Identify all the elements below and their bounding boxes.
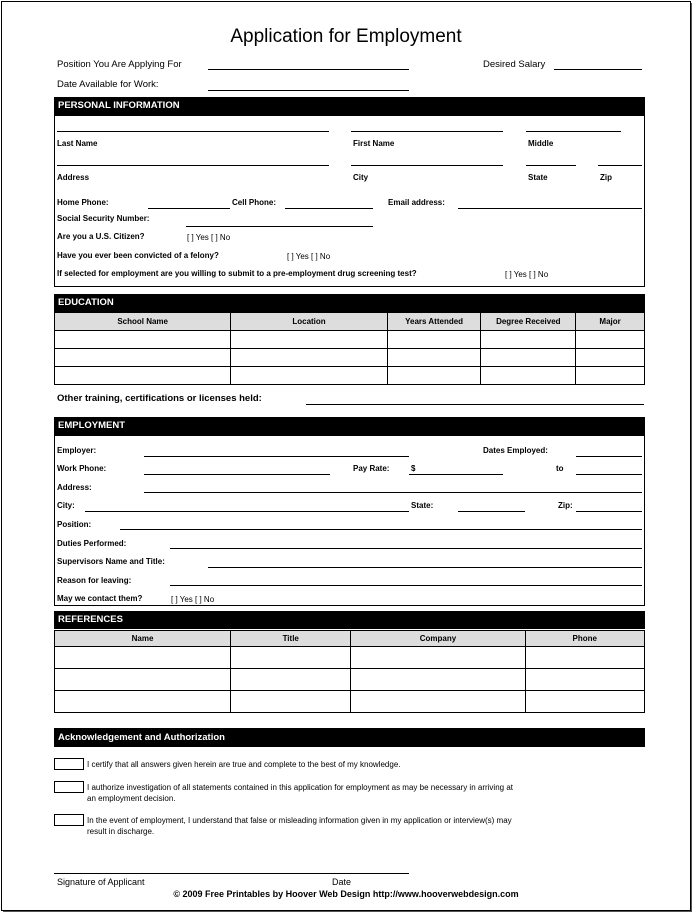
dates-to-label: to: [556, 464, 564, 473]
pay-rate-input[interactable]: [409, 474, 503, 475]
work-phone-label: Work Phone:: [57, 464, 107, 473]
authorize-text-line2: an employment decision.: [87, 794, 176, 803]
work-phone-input[interactable]: [144, 474, 330, 475]
supervisor-label: Supervisors Name and Title:: [57, 557, 165, 566]
col-major: Major: [576, 313, 645, 331]
signature-input[interactable]: [54, 873, 409, 874]
other-training-label: Other training, certifications or licenses held:: [57, 393, 262, 404]
page-title: Application for Employment: [230, 26, 462, 47]
email-label: Email address:: [388, 198, 445, 207]
table-row[interactable]: [55, 691, 645, 713]
certify-checkbox[interactable]: [54, 758, 84, 770]
city-input[interactable]: [351, 165, 503, 166]
table-header-row: [55, 313, 645, 331]
personal-info-heading: PERSONAL INFORMATION: [54, 97, 645, 115]
footer-copyright: © 2009 Free Printables by Hoover Web Design http://www.hooverwebdesign.com: [173, 889, 519, 899]
state-label: State: [528, 173, 548, 182]
employer-label: Employer:: [57, 446, 97, 455]
zip-input[interactable]: [598, 165, 642, 166]
ssn-input[interactable]: [186, 226, 373, 227]
date-available-label: Date Available for Work:: [57, 79, 159, 90]
employment-heading: EMPLOYMENT: [54, 417, 645, 435]
personal-info-section: [54, 115, 645, 287]
dollar-sign: $: [411, 464, 416, 473]
citizen-options[interactable]: [ ] Yes [ ] No: [187, 233, 231, 242]
cell-phone-label: Cell Phone:: [232, 198, 277, 207]
table-row[interactable]: [55, 647, 645, 669]
authorize-text-line1: I authorize investigation of all statements contained in this application for employment as may be necessary in arriving at: [87, 783, 513, 792]
other-training-input[interactable]: [306, 404, 644, 405]
discharge-text-line2: result in discharge.: [87, 827, 155, 836]
first-name-label: First Name: [353, 139, 395, 148]
dates-employed-input[interactable]: [576, 456, 642, 457]
col-ref-phone: Phone: [525, 631, 644, 647]
employer-city-input[interactable]: [85, 511, 409, 512]
reason-leaving-label: Reason for leaving:: [57, 576, 132, 585]
middle-label: Middle: [528, 139, 554, 148]
drug-test-question: If selected for employment are you willing to submit to a pre-employment drug screening test?: [57, 269, 417, 278]
supervisor-input[interactable]: [208, 567, 642, 568]
employer-zip-input[interactable]: [576, 511, 642, 512]
col-school-name: School Name: [55, 313, 231, 331]
pay-rate-label: Pay Rate:: [353, 464, 390, 473]
discharge-text-line1: In the event of employment, I understand that false or misleading information given in my application or interview(s) may: [87, 816, 512, 825]
last-name-label: Last Name: [57, 139, 98, 148]
col-location: Location: [231, 313, 387, 331]
duties-label: Duties Performed:: [57, 539, 127, 548]
dates-to-input[interactable]: [576, 474, 642, 475]
employer-input[interactable]: [144, 456, 409, 457]
employer-city-label: City:: [57, 501, 75, 510]
email-input[interactable]: [458, 208, 642, 209]
citizen-question: Are you a U.S. Citizen?: [57, 232, 145, 241]
col-years-attended: Years Attended: [387, 313, 481, 331]
date-available-input[interactable]: [208, 90, 409, 91]
position-input[interactable]: [208, 69, 409, 70]
position-label: Position You Are Applying For: [57, 59, 182, 70]
authorize-checkbox[interactable]: [54, 781, 84, 793]
signature-date-label: Date: [332, 877, 352, 887]
drug-test-options[interactable]: [ ] Yes [ ] No: [505, 270, 549, 279]
felony-question: Have you ever been convicted of a felony?: [57, 251, 219, 260]
address-input[interactable]: [57, 165, 329, 166]
employment-section: [54, 435, 645, 606]
table-row[interactable]: [55, 367, 645, 385]
duties-input[interactable]: [170, 548, 642, 549]
employer-address-label: Address:: [57, 483, 92, 492]
employer-address-input[interactable]: [144, 492, 642, 493]
first-name-input[interactable]: [351, 131, 503, 132]
dates-employed-label: Dates Employed:: [483, 446, 548, 455]
education-table: [54, 312, 645, 385]
last-name-input[interactable]: [57, 131, 329, 132]
ssn-label: Social Security Number:: [57, 214, 150, 223]
position-held-label: Position:: [57, 520, 92, 529]
col-ref-name: Name: [55, 631, 231, 647]
signature-label: Signature of Applicant: [57, 877, 145, 887]
certify-text: I certify that all answers given herein are true and complete to the best of my knowledge.: [87, 760, 401, 769]
reason-leaving-input[interactable]: [170, 585, 642, 586]
col-ref-title: Title: [231, 631, 351, 647]
home-phone-label: Home Phone:: [57, 198, 109, 207]
table-row[interactable]: [55, 669, 645, 691]
zip-label: Zip: [600, 173, 612, 182]
table-row[interactable]: [55, 349, 645, 367]
salary-input[interactable]: [554, 69, 642, 70]
employer-state-label: State:: [411, 501, 434, 510]
references-heading: REFERENCES: [54, 611, 645, 629]
references-table: [54, 630, 645, 713]
position-held-input[interactable]: [120, 529, 642, 530]
address-label: Address: [57, 173, 90, 182]
contact-options[interactable]: [ ] Yes [ ] No: [171, 595, 215, 604]
felony-options[interactable]: [ ] Yes [ ] No: [287, 252, 331, 261]
city-label: City: [353, 173, 369, 182]
cell-phone-input[interactable]: [285, 208, 373, 209]
acknowledgement-heading: Acknowledgement and Authorization: [54, 728, 645, 747]
discharge-checkbox[interactable]: [54, 814, 84, 826]
salary-label: Desired Salary: [483, 59, 546, 70]
contact-question: May we contact them?: [57, 594, 143, 603]
middle-input[interactable]: [526, 131, 621, 132]
table-row[interactable]: [55, 331, 645, 349]
state-input[interactable]: [526, 165, 576, 166]
home-phone-input[interactable]: [148, 208, 230, 209]
table-header-row: [55, 631, 645, 647]
col-ref-company: Company: [351, 631, 525, 647]
employer-zip-label: Zip:: [558, 501, 573, 510]
employer-state-input[interactable]: [458, 511, 525, 512]
col-degree-received: Degree Received: [481, 313, 576, 331]
education-heading: EDUCATION: [54, 294, 645, 312]
